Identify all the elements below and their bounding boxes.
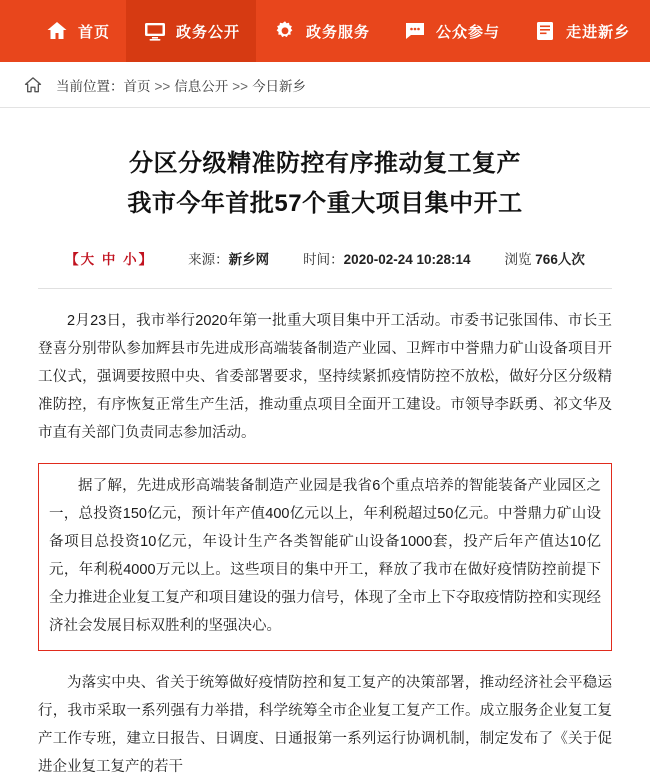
article-time [303, 248, 470, 268]
article-paragraph-1: 2月23日，我市举行2020年第一批重大项目集中开工活动。市委书记张国伟、市长王登喜分别带队参加辉县市先进成形高端装备制造产业园、卫辉市中誉鼎力矿山设备项目开工仪式，强调要按照中央、省委部署要求，坚持续紧抓疫情防控不放松，做好分区分级精准防控，有序恢复正常生产生活，推动重点项目全面开工建设。市领导李跃勇、祁文华及市直有关部门负责同志参加活动。 [38, 313, 612, 441]
nav-item-government-services-label: 政务服务 [306, 23, 371, 41]
chat-icon [402, 18, 428, 44]
article-time-value: 2020-02-24 10:28:14 [343, 252, 471, 267]
page-title [38, 108, 612, 248]
highlighted-paragraph-box [38, 463, 612, 651]
nav-item-home[interactable] [28, 0, 126, 62]
top-navigation-bar [0, 0, 650, 62]
nav-item-government-services[interactable] [256, 0, 386, 62]
article-source-value: 新乡网 [228, 252, 270, 267]
breadcrumb-separator-1: >> [232, 78, 249, 94]
breadcrumb-text [56, 75, 306, 95]
nav-item-government-disclosure[interactable] [126, 0, 256, 62]
breadcrumb-item-0[interactable]: 首页 [123, 78, 151, 94]
breadcrumb-item-2[interactable]: 今日新乡 [252, 78, 307, 94]
nav-item-home-label: 首页 [78, 23, 111, 41]
article-source [188, 248, 269, 268]
article-paragraph-2: 据了解，先进成形高端装备制造产业园是我省6个重点培养的智能装备产业园区之一，总投资150亿元，预计年产值400亿元以上，年利税超过50亿元。中誉鼎力矿山设备项目总投资10亿元，年设计生产各类智能矿山设备1000套，投产后年产值达10亿元，年利税4000万元以上。这些项目的集中开工，释放了我市在做好疫情防控前提下全力推进企业复工复产和项目建设的强力信号，体现了全市上下夺取疫情防控和实现经济社会发展目标双胜利的坚强决心。 [49, 478, 601, 634]
meta-divider [38, 288, 612, 289]
home-icon [44, 18, 70, 44]
article-meta [38, 248, 612, 278]
gear-icon [272, 18, 298, 44]
nav-item-public-participation[interactable] [386, 0, 516, 62]
font-size-selector[interactable]: 【大 中 小】 [65, 252, 155, 267]
nav-item-public-participation-label: 公众参与 [436, 23, 501, 41]
article-views-value: 766人次 [535, 252, 585, 267]
article-paragraph-3: 为落实中央、省关于统筹做好疫情防控和复工复产的决策部署，推动经济社会平稳运行，我市采取一系列强有力举措，科学统筹全市企业复工复产工作。成立服务企业复工复产工作专班，建立日报告、日调度、日通报第一系列运行协调机制，制定发布了《关于促进企业复工复产的若干 [38, 675, 612, 775]
nav-item-about-xinxiang[interactable] [516, 0, 646, 62]
breadcrumb [0, 62, 650, 108]
article-body [0, 108, 650, 781]
article-time-label: 时间： [303, 252, 344, 267]
breadcrumb-separator-0: >> [154, 78, 171, 94]
nav-item-government-disclosure-label: 政务公开 [176, 23, 241, 41]
breadcrumb-item-1[interactable]: 信息公开 [174, 78, 229, 94]
article-views-label: 浏览 [504, 252, 532, 267]
book-icon [532, 18, 558, 44]
article-views [505, 248, 585, 268]
breadcrumb-prefix: 当前位置： [56, 78, 124, 94]
article-source-label: 来源： [188, 252, 229, 267]
home-outline-icon[interactable] [22, 74, 44, 96]
page-title-line-2: 我市今年首批57个重大项目集中开工 [127, 190, 523, 217]
nav-item-about-xinxiang-label: 走进新乡 [566, 23, 631, 41]
page-title-line-1: 分区分级精准防控有序推动复工复产 [129, 150, 521, 177]
monitor-icon [142, 18, 168, 44]
